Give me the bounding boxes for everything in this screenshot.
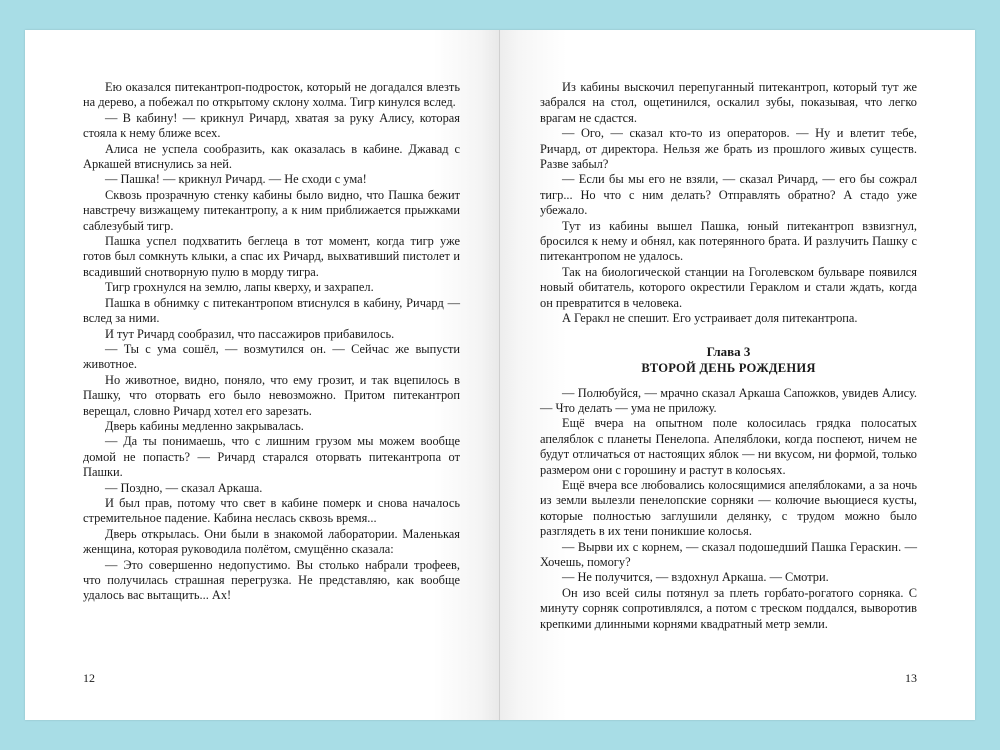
page-left <box>25 30 500 720</box>
chapter-heading <box>540 343 917 377</box>
page-number-left: 12 <box>83 671 95 685</box>
paragraph: И тут Ричард сообразил, что пассажиров прибавилось. <box>105 326 395 341</box>
paragraph: Ещё вчера все любовались колосящимися апеляблоками, а за ночь из земли вылезли пенелопские сорняки — колючие вьющиеся кусты, которые полностью заглушили делянку, с трудом можно было разглядеть в их тени поникшие колосья. <box>540 477 917 539</box>
page-right <box>500 30 975 720</box>
paragraph: — Пашка! — крикнул Ричард. — Не сходи с ума! <box>105 172 367 187</box>
paragraph: Ею оказался питекантроп-подросток, который не догадался влезть на дерево, а побежал по открытому склону холма. Тигр кинулся вслед. <box>83 80 460 110</box>
page-right-body <box>540 80 917 632</box>
chapter-number: Глава 3 <box>706 343 751 359</box>
paragraph: Тигр грохнулся на землю, лапы кверху, и захрапел. <box>105 280 374 295</box>
paragraph: Пашка в обнимку с питекантропом втиснулся в кабину, Ричард — вслед за ними. <box>83 295 460 326</box>
paragraph: А Геракл не спешит. Его устраивает доля питекантропа. <box>562 311 858 326</box>
paragraph: Тут из кабины вышел Пашка, юный питекантроп взвизгнул, бросился к нему и обнял, как потерянного брата. И разлучить Пашку с питекантропом не удалось. <box>540 218 917 264</box>
paragraph: Пашка успел подхватить беглеца в тот момент, когда тигр уже готов был сомкнуть клыки, а спас их Ричард, выхвативший пистолет и всадивший снотворную пулю в морду тигра. <box>83 234 460 279</box>
paragraph: Но животное, видно, поняло, что ему грозит, и так вцепилось в Пашку, что оторвать его было невозможно. Притом питекантроп верещал, словно Ричард хотел его зарезать. <box>83 372 460 418</box>
chapter-title: ВТОРОЙ ДЕНЬ РОЖДЕНИЯ <box>641 360 816 375</box>
paragraph: Сквозь прозрачную стенку кабины было видно, что Пашка бежит навстречу визжащему питекантропу, а к ним приближается прыжками саблезубый тигр. <box>83 187 460 233</box>
paragraph: Дверь кабины медленно закрывалась. <box>105 418 304 433</box>
paragraph: — Ты с ума сошёл, — возмутился он. — Сейчас же выпусти животное. <box>83 341 460 372</box>
paragraph: — Если бы мы его не взяли, — сказал Ричард, — его бы сожрал тигр... Но что с ним делать? Отправлять обратно? А стадо уже убежало. <box>540 172 917 218</box>
paragraph: Так на биологической станции на Гоголевском бульваре появился новый обитатель, которого окрестили Гераклом и стали ждать, когда он превратится в человека. <box>540 264 917 310</box>
paragraph: Он изо всей силы потянул за плеть горбато-рогатого сорняка. С минуту сорняк сопротивлялся, а потом с треском поддался, выворотив крепкими длинными корнями квадратный метр земли. <box>540 585 917 631</box>
paragraph: И был прав, потому что свет в кабине померк и снова началось стремительное падение. Кабина неслась сквозь время... <box>83 495 460 526</box>
paragraph: — Полюбуйся, — мрачно сказал Аркаша Сапожков, увидев Алису. — Что делать — ума не приложу. <box>540 385 917 415</box>
paragraph: — Да ты понимаешь, что с лишним грузом мы можем вообще домой не попасть? — Ричард старался оторвать питекантропа от Пашки. <box>83 434 460 480</box>
page-left-body <box>83 80 460 604</box>
paragraph: — Не получится, — вздохнул Аркаша. — Смотри. <box>562 570 829 585</box>
paragraph: Дверь открылась. Они были в знакомой лаборатории. Маленькая женщина, которая руководила полётом, смущённо сказала: <box>83 526 460 557</box>
paragraph: Ещё вчера на опытном поле колосилась грядка полосатых апеляблок с планеты Пенелопа. Апеляблоки, когда поспеют, ничем не будут отличаться от настоящих яблок — ни вкусом, ни формой, только размером они с горошину и растут в колосьях. <box>540 416 917 477</box>
paragraph: Алиса не успела сообразить, как оказалась в кабине. Джавад с Аркашей втиснулись за ней. <box>83 141 460 172</box>
paragraph: — Поздно, — сказал Аркаша. <box>105 480 263 495</box>
page-number-right: 13 <box>905 671 917 685</box>
paragraph: — В кабину! — крикнул Ричард, хватая за руку Алису, которая стояла к нему ближе всех. <box>83 110 460 141</box>
paragraph: Из кабины выскочил перепуганный питекантроп, который тут же забрался на стол, ощетинился, оскалил зубы, показывая, что легко врагам не сдастся. <box>540 80 917 125</box>
book-spread <box>25 30 975 720</box>
paragraph: — Это совершенно недопустимо. Вы столько набрали трофеев, что получилась страшная перегрузка. Не представляю, как вообще удалось вас вытащить... Ах! <box>83 557 460 603</box>
paragraph: — Ого, — сказал кто-то из операторов. — Ну и влетит тебе, Ричард, от директора. Нельзя же брать из прошлого живых существ. Разве забыл? <box>540 126 917 172</box>
paragraph: — Вырви их с корнем, — сказал подошедший Пашка Гераскин. — Хочешь, помогу? <box>540 539 917 569</box>
